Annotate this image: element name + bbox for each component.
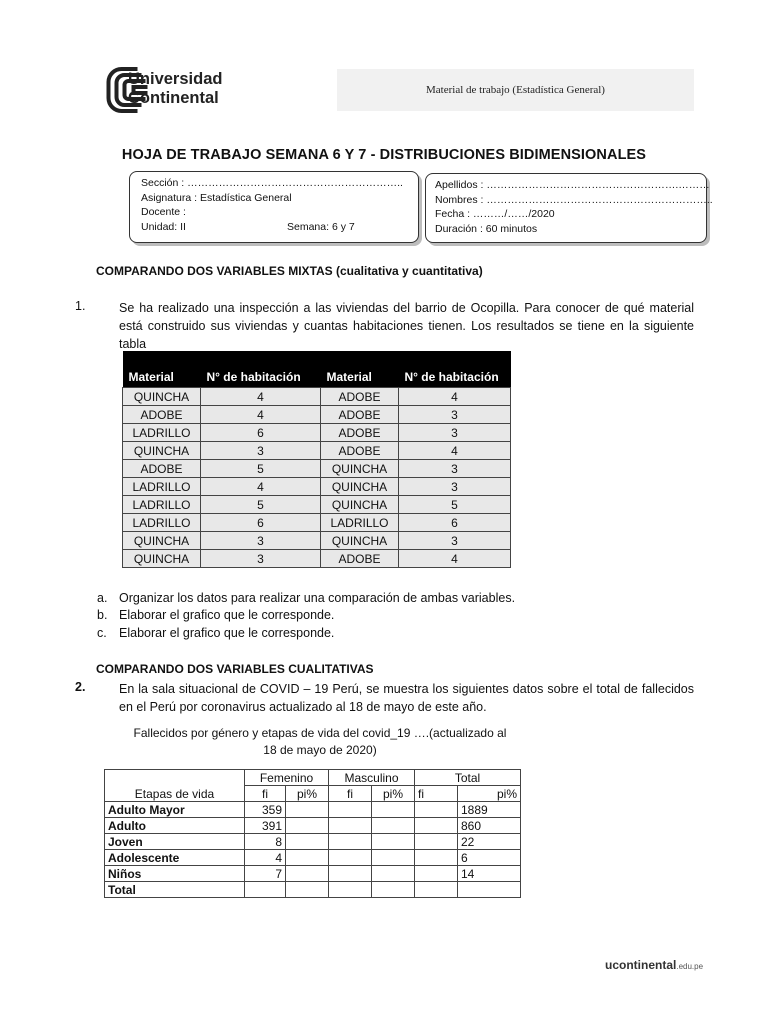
masc-fi-cell bbox=[329, 850, 372, 866]
table-row bbox=[123, 514, 511, 532]
seccion-field: Sección : …………………………………………………….. bbox=[141, 177, 403, 189]
fem-pi-cell bbox=[286, 866, 329, 882]
fem-pi-cell bbox=[286, 802, 329, 818]
table-row bbox=[105, 882, 521, 898]
item-c bbox=[97, 626, 334, 640]
table-cell: 4 bbox=[201, 388, 321, 406]
masc-pi-cell bbox=[372, 882, 415, 898]
table-row bbox=[105, 850, 521, 866]
total-fi-cell bbox=[415, 850, 458, 866]
item-b-text: Elaborar el grafico que le corresponde. bbox=[119, 608, 335, 622]
item-b bbox=[97, 608, 334, 622]
table-cell: 5 bbox=[201, 460, 321, 478]
table-cell: 3 bbox=[399, 424, 511, 442]
material-label: Material de trabajo (Estadística General) bbox=[426, 84, 605, 96]
masc-fi-cell bbox=[329, 818, 372, 834]
row-label: Joven bbox=[105, 834, 245, 850]
fem-fi-cell: 8 bbox=[245, 834, 286, 850]
page-title: HOJA DE TRABAJO SEMANA 6 Y 7 - DISTRIBUCIONES BIDIMENSIONALES bbox=[121, 147, 647, 163]
table-row bbox=[105, 802, 521, 818]
table-cell: ADOBE bbox=[321, 406, 399, 424]
row-label: Adolescente bbox=[105, 850, 245, 866]
table-cell: QUINCHA bbox=[123, 388, 201, 406]
table-row bbox=[123, 532, 511, 550]
nombres-field: Nombres : ……………………………………………………….. bbox=[435, 194, 713, 206]
table-2-caption bbox=[100, 725, 540, 759]
masc-pi-cell bbox=[372, 850, 415, 866]
table-cell: QUINCHA bbox=[123, 442, 201, 460]
table-cell: 3 bbox=[399, 406, 511, 424]
sub-masc-fi: fi bbox=[329, 786, 372, 802]
table-cell: ADOBE bbox=[321, 388, 399, 406]
table-row bbox=[105, 834, 521, 850]
table-cell: 4 bbox=[201, 406, 321, 424]
header-habitacion-2: N° de habitación bbox=[399, 351, 511, 388]
table-cell: LADRILLO bbox=[123, 496, 201, 514]
duracion-field: Duración : 60 minutos bbox=[435, 223, 538, 235]
fem-fi-cell: 359 bbox=[245, 802, 286, 818]
table-cell: 5 bbox=[201, 496, 321, 514]
header-total: Total bbox=[415, 770, 521, 786]
table-cell: QUINCHA bbox=[321, 496, 399, 514]
total-pi-cell: 14 bbox=[458, 866, 521, 882]
row-label: Total bbox=[105, 882, 245, 898]
table-cell: QUINCHA bbox=[321, 532, 399, 550]
table-row bbox=[123, 424, 511, 442]
table-cell: ADOBE bbox=[321, 424, 399, 442]
caption-line-2: 18 de mayo de 2020) bbox=[263, 743, 377, 757]
total-fi-cell bbox=[415, 818, 458, 834]
sub-fem-pi: pi% bbox=[286, 786, 329, 802]
masc-fi-cell bbox=[329, 802, 372, 818]
question-1-number: 1. bbox=[75, 299, 86, 313]
table-cell: 3 bbox=[399, 532, 511, 550]
student-info-box bbox=[425, 173, 713, 243]
header-femenino: Femenino bbox=[245, 770, 329, 786]
table-cell: LADRILLO bbox=[123, 424, 201, 442]
table-cell: 5 bbox=[399, 496, 511, 514]
table-cell: ADOBE bbox=[321, 550, 399, 568]
table-cell: 3 bbox=[399, 478, 511, 496]
fem-pi-cell bbox=[286, 818, 329, 834]
table-row bbox=[123, 406, 511, 424]
table-cell: LADRILLO bbox=[123, 514, 201, 532]
table-row bbox=[123, 388, 511, 406]
masc-fi-cell bbox=[329, 882, 372, 898]
table-cell: 6 bbox=[399, 514, 511, 532]
question-2-number: 2. bbox=[75, 680, 86, 694]
sub-total-pi: pi% bbox=[458, 786, 521, 802]
logo-line-2: Continental bbox=[128, 89, 219, 107]
row-label: Adulto bbox=[105, 818, 245, 834]
item-a bbox=[97, 591, 515, 605]
table-cell: LADRILLO bbox=[321, 514, 399, 532]
table-cell: 6 bbox=[201, 424, 321, 442]
table-cell: LADRILLO bbox=[123, 478, 201, 496]
item-b-letter: b. bbox=[97, 608, 108, 622]
fem-pi-cell bbox=[286, 834, 329, 850]
table-cell: ADOBE bbox=[321, 442, 399, 460]
fecha-field: Fecha : ………/……/2020 bbox=[435, 208, 555, 220]
fem-fi-cell bbox=[245, 882, 286, 898]
table-cell: 3 bbox=[201, 442, 321, 460]
question-2-text: En la sala situacional de COVID – 19 Perú, se muestra los siguientes datos sobre el total de fallecidos en el Perú por coronavirus actualizado al 18 de mayo de este año. bbox=[119, 682, 694, 714]
item-a-letter: a. bbox=[97, 591, 108, 605]
table-row bbox=[105, 818, 521, 834]
table-cell: 4 bbox=[399, 550, 511, 568]
fem-fi-cell: 7 bbox=[245, 866, 286, 882]
table-cell: QUINCHA bbox=[321, 478, 399, 496]
masc-pi-cell bbox=[372, 818, 415, 834]
question-1-text: Se ha realizado una inspección a las viviendas del barrio de Ocopilla. Para conocer de qué material está construido sus viviendas y cuantas habitaciones tienen. Los resultados se tiene en la siguiente tabla bbox=[119, 301, 694, 351]
asignatura-field: Asignatura : Estadística General bbox=[141, 192, 292, 204]
table-row bbox=[105, 866, 521, 882]
table-cell: 4 bbox=[399, 388, 511, 406]
total-pi-cell: 6 bbox=[458, 850, 521, 866]
table-header-row bbox=[123, 351, 511, 388]
masc-pi-cell bbox=[372, 802, 415, 818]
unidad-field: Unidad: II bbox=[141, 221, 186, 233]
sub-fem-fi: fi bbox=[245, 786, 286, 802]
header-material-1: Material bbox=[123, 351, 201, 388]
table-cell: ADOBE bbox=[123, 406, 201, 424]
total-fi-cell bbox=[415, 802, 458, 818]
row-label: Adulto Mayor bbox=[105, 802, 245, 818]
sub-masc-pi: pi% bbox=[372, 786, 415, 802]
total-fi-cell bbox=[415, 882, 458, 898]
table-cell: 3 bbox=[201, 532, 321, 550]
item-c-letter: c. bbox=[97, 626, 107, 640]
table-header-row bbox=[105, 770, 521, 786]
header-etapas: Etapas de vida bbox=[105, 770, 245, 802]
row-label: Niños bbox=[105, 866, 245, 882]
table-cell: QUINCHA bbox=[123, 532, 201, 550]
table-row bbox=[123, 442, 511, 460]
docente-field: Docente : bbox=[141, 206, 186, 218]
masc-pi-cell bbox=[372, 834, 415, 850]
logo-line-1: Universidad bbox=[128, 70, 223, 88]
table-cell: QUINCHA bbox=[123, 550, 201, 568]
table-cell: 4 bbox=[399, 442, 511, 460]
masc-fi-cell bbox=[329, 866, 372, 882]
table-cell: QUINCHA bbox=[321, 460, 399, 478]
section-1-title: COMPARANDO DOS VARIABLES MIXTAS (cualitativa y cuantitativa) bbox=[96, 264, 483, 278]
table-cell: ADOBE bbox=[123, 460, 201, 478]
total-pi-cell bbox=[458, 882, 521, 898]
header-habitacion-1: N° de habitación bbox=[201, 351, 321, 388]
fem-fi-cell: 391 bbox=[245, 818, 286, 834]
table-cell: 3 bbox=[399, 460, 511, 478]
header-material-2: Material bbox=[321, 351, 399, 388]
caption-line-1: Fallecidos por género y etapas de vida del covid_19 ….(actualizado al bbox=[133, 726, 507, 740]
course-info-box bbox=[129, 171, 419, 243]
total-pi-cell: 860 bbox=[458, 818, 521, 834]
footer-domain: .edu.pe bbox=[676, 962, 704, 971]
total-fi-cell bbox=[415, 866, 458, 882]
footer-brand-name: ucontinental bbox=[605, 958, 677, 972]
fem-pi-cell bbox=[286, 850, 329, 866]
table-cell: 4 bbox=[201, 478, 321, 496]
table-row bbox=[123, 496, 511, 514]
total-pi-cell: 22 bbox=[458, 834, 521, 850]
item-c-text: Elaborar el grafico que le corresponde. bbox=[119, 626, 335, 640]
table-cell: 6 bbox=[201, 514, 321, 532]
table-cell: 3 bbox=[201, 550, 321, 568]
footer-brand bbox=[605, 958, 703, 972]
sub-total-fi: fi bbox=[415, 786, 458, 802]
section-2-title: COMPARANDO DOS VARIABLES CUALITATIVAS bbox=[96, 662, 374, 676]
header-masculino: Masculino bbox=[329, 770, 415, 786]
masc-pi-cell bbox=[372, 866, 415, 882]
total-pi-cell: 1889 bbox=[458, 802, 521, 818]
fem-pi-cell bbox=[286, 882, 329, 898]
table-row bbox=[123, 478, 511, 496]
university-name bbox=[128, 70, 222, 108]
table-row bbox=[123, 550, 511, 568]
fem-fi-cell: 4 bbox=[245, 850, 286, 866]
total-fi-cell bbox=[415, 834, 458, 850]
housing-table bbox=[122, 351, 511, 568]
masc-fi-cell bbox=[329, 834, 372, 850]
apellidos-field: Apellidos : ……………………………………………….……… bbox=[435, 179, 710, 191]
covid-table bbox=[104, 769, 521, 898]
semana-field: Semana: 6 y 7 bbox=[287, 221, 355, 233]
material-label-box bbox=[337, 69, 694, 111]
item-a-text: Organizar los datos para realizar una comparación de ambas variables. bbox=[119, 591, 516, 605]
table-row bbox=[123, 460, 511, 478]
